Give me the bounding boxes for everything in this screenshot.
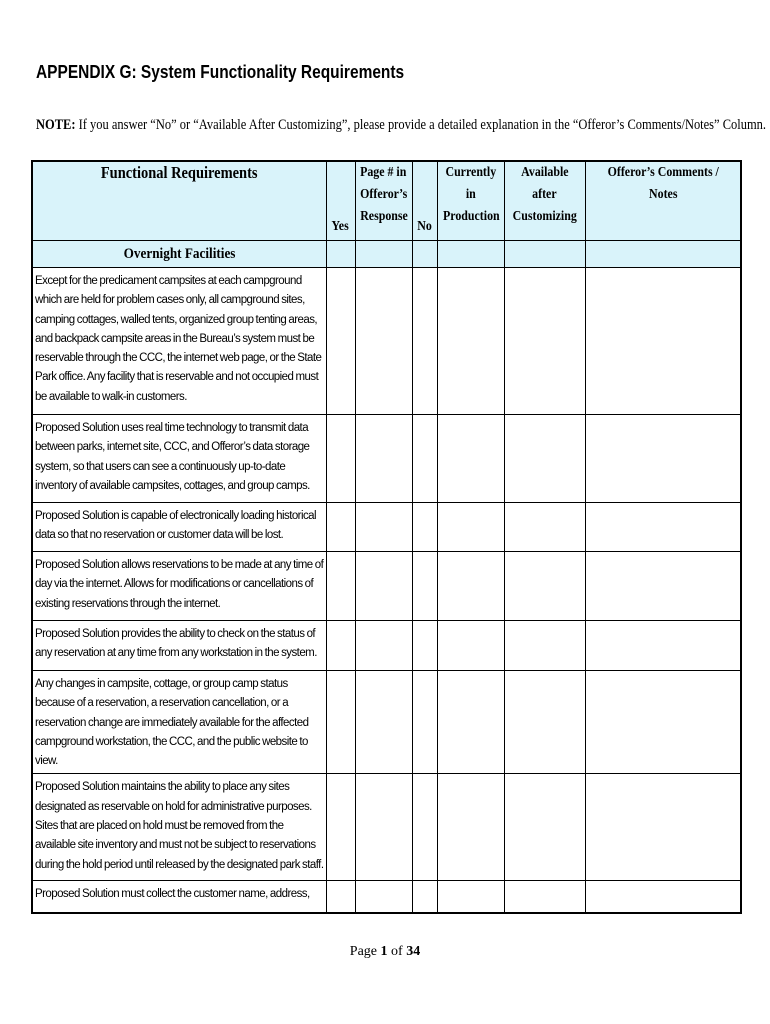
comments-cell[interactable] [585, 621, 741, 671]
production-cell[interactable] [437, 774, 504, 881]
production-cell[interactable] [437, 503, 504, 552]
current-page-number: 1 [380, 944, 388, 959]
requirement-text: Except for the predicament campsites at each campground which are held for problem cases only, all campground sites, camping cottages, walled tents, organized group tenting areas, and backpack campsite areas in the Bureau’s system must be reservable through the CCC, the internet web page, or the State Park office. Any facility that is reservable and not occupied must be available to walk-in customers. [32, 268, 326, 415]
section-overnight-facilities: Overnight Facilities [32, 241, 326, 268]
note-label: NOTE: [36, 117, 76, 133]
comments-cell[interactable] [585, 774, 741, 881]
header-yes: Yes [326, 161, 355, 241]
header-available-after-customizing: Available after Customizing [504, 161, 585, 241]
page-cell[interactable] [355, 268, 412, 415]
customizing-cell[interactable] [504, 415, 585, 503]
no-cell[interactable] [412, 671, 437, 774]
table-row [32, 552, 741, 621]
no-cell[interactable] [412, 774, 437, 881]
yes-cell[interactable] [326, 774, 355, 881]
customizing-cell[interactable] [504, 881, 585, 913]
table-row [32, 671, 741, 774]
customizing-cell[interactable] [504, 503, 585, 552]
production-cell[interactable] [437, 621, 504, 671]
customizing-cell[interactable] [504, 268, 585, 415]
table-row [32, 774, 741, 881]
yes-cell[interactable] [326, 621, 355, 671]
page-cell[interactable] [355, 621, 412, 671]
requirement-text: Proposed Solution uses real time technology to transmit data between parks, internet site, CCC, and Offeror’s data storage system, so that users can see a continuously up-to-date inventory of available campsites, cottages, and group camps. [32, 415, 326, 503]
comments-cell[interactable] [585, 671, 741, 774]
table-row [32, 415, 741, 503]
yes-cell[interactable] [326, 881, 355, 913]
requirement-text: Proposed Solution must collect the customer name, address, [32, 881, 326, 913]
no-cell[interactable] [412, 415, 437, 503]
production-cell[interactable] [437, 881, 504, 913]
page-title: APPENDIX G: System Functionality Requirements [36, 62, 405, 82]
header-no: No [412, 161, 437, 241]
comments-cell[interactable] [585, 268, 741, 415]
comments-cell[interactable] [585, 881, 741, 913]
table-row [32, 881, 741, 913]
customizing-cell[interactable] [504, 552, 585, 621]
comments-cell[interactable] [585, 552, 741, 621]
table-row [32, 621, 741, 671]
comments-cell[interactable] [585, 503, 741, 552]
header-page-number: Page # in Offeror’s Response [355, 161, 412, 241]
requirement-text: Proposed Solution provides the ability to check on the status of any reservation at any time from any workstation in the system. [32, 621, 326, 671]
page-cell[interactable] [355, 503, 412, 552]
comments-cell[interactable] [585, 415, 741, 503]
page-cell[interactable] [355, 552, 412, 621]
production-cell[interactable] [437, 415, 504, 503]
requirement-text: Proposed Solution is capable of electronically loading historical data so that no reservation or customer data will be lost. [32, 503, 326, 552]
requirement-text: Proposed Solution allows reservations to be made at any time of day via the internet. Allows for modifications or cancellations of existing reservations through the internet. [32, 552, 326, 621]
yes-cell[interactable] [326, 415, 355, 503]
header-row [32, 161, 741, 241]
page-cell[interactable] [355, 415, 412, 503]
page-cell[interactable] [355, 881, 412, 913]
yes-cell[interactable] [326, 552, 355, 621]
production-cell[interactable] [437, 671, 504, 774]
yes-cell[interactable] [326, 671, 355, 774]
customizing-cell[interactable] [504, 671, 585, 774]
no-cell[interactable] [412, 503, 437, 552]
header-functional-requirements: Functional Requirements [32, 161, 326, 241]
page-cell[interactable] [355, 774, 412, 881]
customizing-cell[interactable] [504, 774, 585, 881]
header-currently-in-production: Currently in Production [437, 161, 504, 241]
no-cell[interactable] [412, 268, 437, 415]
note-body: If you answer “No” or “Available After Customizing”, please provide a detailed explanation in the “Offeror’s Comments/Notes” Column. [75, 117, 767, 133]
note-text [36, 117, 766, 134]
no-cell[interactable] [412, 621, 437, 671]
requirement-text: Any changes in campsite, cottage, or group camp status because of a reservation, a reservation cancellation, or a reservation change are immediately available for the affected campground workstation, the CCC, and the public website to view. [32, 671, 326, 774]
requirement-text: Proposed Solution maintains the ability to place any sites designated as reservable on hold for administrative purposes. Sites that are placed on hold must be removed from the available site inventory and must not be subject to reservations during the hold period until released by the designated park staff. [32, 774, 326, 881]
production-cell[interactable] [437, 552, 504, 621]
page-footer: Page 1 of 34 [349, 944, 421, 959]
table-row [32, 503, 741, 552]
production-cell[interactable] [437, 268, 504, 415]
no-cell[interactable] [412, 552, 437, 621]
total-pages: 34 [406, 944, 421, 959]
table-row [32, 268, 741, 415]
header-offeror-comments: Offeror’s Comments / Notes [585, 161, 741, 241]
yes-cell[interactable] [326, 268, 355, 415]
section-row [32, 241, 741, 268]
page-cell[interactable] [355, 671, 412, 774]
customizing-cell[interactable] [504, 621, 585, 671]
requirements-table [31, 160, 742, 914]
yes-cell[interactable] [326, 503, 355, 552]
no-cell[interactable] [412, 881, 437, 913]
